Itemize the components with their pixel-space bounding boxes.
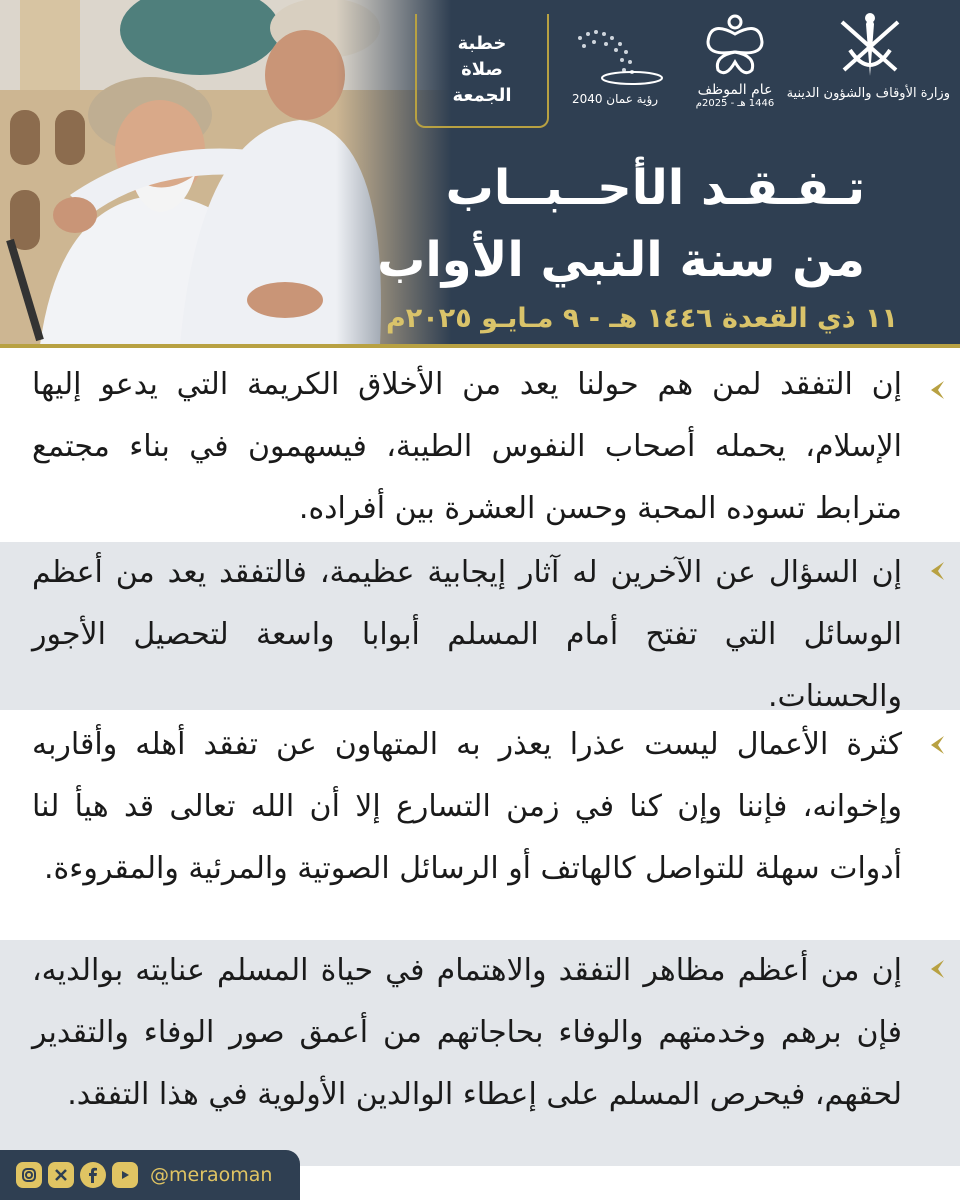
header-banner	[0, 0, 960, 345]
youtube-icon[interactable]	[112, 1162, 138, 1188]
friday-sermon-badge	[415, 14, 549, 128]
employee-year-subtext: 1446 هـ - 2025م	[695, 98, 775, 109]
social-handle[interactable]: @meraoman	[150, 1164, 273, 1186]
instagram-icon[interactable]	[16, 1162, 42, 1188]
page-subtitle: من سنة النبي الأواب	[377, 232, 865, 288]
paragraph-section-1	[0, 348, 960, 536]
social-footer	[0, 1150, 300, 1200]
paragraph-text: إن من أعظم مظاهر التفقد والاهتمام في حياة المسلم عنايته بوالديه، فإن برهم وخدمتهم والوفاء بحاجاتهم من أعمق صور الوفاء والتقدير لحقهم، فيحرص المسلم على إعطاء الوالدين الأولوية في هذا التفقد.	[32, 953, 902, 1112]
butterfly-icon	[700, 12, 770, 78]
paragraph-text: كثرة الأعمال ليست عذرا يعذر به المتهاون عن تفقد أهله وأقاربه وإخوانه، فإننا وإن كنا في زمن التسارع إلا أن الله تعالى قد هيأ لنا أدوات سهلة للتواصل كالهاتف أو الرسائل الصوتية والمرئية والمقروءة.	[32, 727, 902, 886]
vision-swirl-icon	[560, 18, 670, 88]
ministry-logo	[786, 10, 950, 122]
badge-text: خطبة صلاة الجمعة	[452, 33, 512, 106]
bullet-arrow-icon	[922, 378, 946, 402]
paragraph-section-4	[0, 940, 960, 1166]
oman-emblem-icon	[830, 10, 910, 82]
bullet-arrow-icon	[922, 957, 946, 981]
facebook-icon[interactable]	[80, 1162, 106, 1188]
vision-logo	[560, 18, 670, 118]
bullet-arrow-icon	[922, 559, 946, 583]
bullet-arrow-icon	[922, 733, 946, 757]
employee-year-text: عام الموظف	[697, 82, 773, 98]
paragraph-text: إن التفقد لمن هم حولنا يعد من الأخلاق الكريمة التي يدعو إليها الإسلام، يحمله أصحاب النفوس الطيبة، فيسهمون في بناء مجتمع مترابط تسوده المحبة وحسن العشرة بين أفراده.	[32, 367, 902, 526]
vision-logo-text: رؤية عمان 2040	[571, 92, 659, 106]
paragraph-text: إن السؤال عن الآخرين له آثار إيجابية عظيمة، فالتفقد يعد من أعظم الوسائل التي تفتح أمام المسلم أبوابا واسعة لتحصيل الأجور والحسنات.	[32, 555, 902, 714]
ministry-logo-text: وزارة الأوقاف والشؤون الدينية	[786, 86, 950, 101]
employee-year-logo	[690, 12, 780, 122]
x-icon[interactable]	[48, 1162, 74, 1188]
paragraph-section-2	[0, 542, 960, 714]
paragraph-section-3	[0, 712, 960, 938]
page-title: تـفـقـد الأحــبــاب	[445, 160, 865, 216]
sermon-date: ١١ ذي القعدة ١٤٤٦ هـ - ٩ مـايـو ٢٠٢٥م	[385, 303, 898, 334]
